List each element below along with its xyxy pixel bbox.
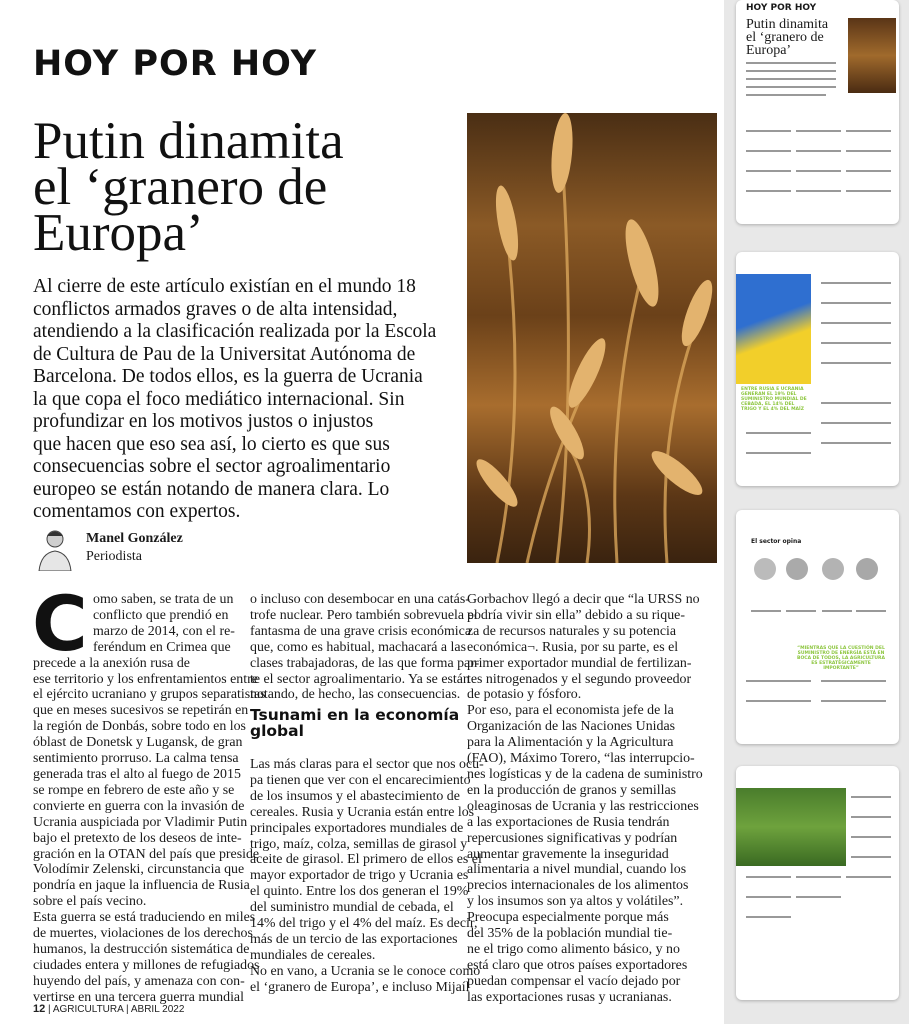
body-line: puedan compensar el vacío dejado por [467, 973, 681, 989]
body-line: oleaginosas de Ucrania y las restricciones [467, 798, 699, 814]
title-line: Putin dinamita [33, 112, 344, 170]
body-line: precios internacionales de los alimentos [467, 878, 689, 894]
body-line: notando, de hecho, las consecuencias. [250, 687, 461, 703]
lead-line: la que copa el foco mediático internacional. Sin [33, 388, 405, 410]
body-line: aumentar gravemente la inseguridad [467, 846, 669, 862]
body-line: el ejército ucraniano y grupos separatistas [33, 687, 266, 703]
body-line: marzo de 2014, con el re- [93, 623, 235, 639]
body-line: de los insumos y el abastecimiento de [250, 788, 460, 804]
thumbnail-page-2[interactable] [736, 252, 899, 486]
thumb-flag-photo [736, 274, 811, 384]
body-line: Por eso, para el economista jefe de la [467, 703, 674, 719]
author-avatar [35, 527, 75, 571]
wheat-photo [467, 113, 717, 563]
section-header: HOY POR HOY [33, 44, 318, 84]
body-line: pa tienen que ver con el encarecimiento [250, 772, 471, 788]
body-line: Ucrania auspiciada por Vladimir Putin [33, 814, 248, 830]
body-line: alimentaria a nivel mundial, cuando los [467, 862, 687, 878]
body-line: el quinto. Entre los dos generan el 19% [250, 884, 469, 900]
body-line: de muertes, violaciones de los derechos [33, 926, 253, 942]
thumb-quote: “MIENTRAS QUE LA CUESTIÓN DEL SUMINISTRO DE ENERGÍA ESTÁ EN BOCA DE TODOS, LA AGRICULTURA ES ESTRATÉGICAMENTE IMPORTANTE” [797, 646, 885, 671]
subheading-line: Tsunami en la economía [250, 706, 460, 724]
body-line: del 35% de la población mundial tie- [467, 926, 673, 942]
lead-line: consecuencias sobre el sector agroalimentario [33, 456, 391, 477]
body-line: (FAO), Máximo Torero, “las interrupcio- [467, 751, 695, 767]
body-line: principales exportadores mundiales de [250, 820, 464, 836]
body-line: vertirse en una tercera guerra mundial [33, 989, 244, 1005]
lead-line: profundizar en los motivos justos o injustos [33, 411, 374, 432]
body-line: ciudades entera y millones de refugiados [33, 957, 260, 973]
lead-line: Barcelona. De todos ellos, es la guerra de Ucrania [33, 366, 423, 387]
body-column-2-top [250, 592, 480, 703]
body-line: económica¬. Rusia, por su parte, es el [467, 639, 679, 655]
body-line: se rompe en febrero de este año y se [33, 782, 235, 798]
drop-cap: C [32, 579, 88, 668]
thumb-expert-avatar [754, 558, 776, 580]
thumbnail-page-1[interactable] [736, 0, 899, 224]
body-line: que, como es habitual, machacará a las [250, 639, 466, 655]
body-line: en la producción de granos y semillas [467, 782, 677, 798]
body-line: de potasio y fósforo. [467, 687, 582, 703]
body-line: gración en la OTAN del país que preside [33, 846, 260, 862]
body-line: Las más claras para el sector que nos ocu- [250, 757, 484, 772]
thumbnail-page-4[interactable] [736, 766, 899, 1000]
author-name: Manel González [86, 531, 183, 546]
body-line: para la Alimentación y la Agricultura [467, 735, 674, 751]
body-line: precede a la anexión rusa de [33, 655, 190, 671]
page-number: 12 [33, 1003, 46, 1015]
body-column-3 [467, 592, 703, 1006]
lead-line: Al cierre de este artículo existían en el mundo 18 [33, 276, 416, 297]
author-role: Periodista [86, 549, 142, 564]
title-line: Europa’ [33, 204, 204, 262]
body-column-2-bottom [250, 757, 484, 996]
wheat-illustration [467, 113, 717, 563]
body-line: mundiales de cereales. [250, 947, 376, 963]
body-line: Volodímir Zelenski, circunstancia que [33, 862, 245, 878]
body-line: cereales. Rusia y Ucrania están entre los [250, 804, 475, 820]
lead-line: conflictos armados graves o de alta intensidad, [33, 298, 398, 320]
body-line: Gorbachov llegó a decir que “la URSS no [467, 592, 700, 607]
thumbnail-page-3[interactable] [736, 510, 899, 744]
magazine-name: AGRICULTURA [52, 1004, 124, 1015]
body-line: del suministro mundial de cebada, el [250, 900, 454, 916]
body-line: repercusiones significativas y podrían [467, 830, 678, 846]
thumb-section-head: El sector opina [751, 538, 802, 545]
body-line: sentimiento prorruso. La calma tensa [33, 751, 239, 767]
body-line: Preocupa especialmente porque más [467, 910, 669, 926]
body-line: tes nitrogenados y el segundo proveedor [467, 671, 692, 687]
body-line: está claro que otros países exportadores [467, 957, 688, 973]
body-line: humanos, la destrucción sistemática de [33, 941, 250, 957]
body-line: mayor exportador de trigo y Ucrania es [250, 868, 469, 884]
body-line: pondría en jaque la influencia de Rusia [33, 878, 250, 894]
thumb-section: HOY POR HOY [746, 3, 817, 13]
page-footer: 12 | AGRICULTURA | ABRIL 2022 [33, 1003, 185, 1015]
body-line: óblast de Donetsk y Lugansk, de gran [33, 735, 243, 751]
article-lead [33, 276, 443, 524]
body-line: omo saben, se trata de un [93, 592, 234, 607]
body-line: huyendo del país, y amenaza con con- [33, 973, 245, 989]
page-thumbnails-panel[interactable] [724, 0, 909, 1024]
body-line: No en vano, a Ucrania se le conoce como [250, 963, 481, 979]
body-line: ne el trigo como alimento básico, y no [467, 941, 680, 957]
body-line: primer exportador mundial de fertilizan- [467, 655, 692, 671]
body-line: podría vivir sin ella” debido a su rique- [467, 607, 685, 623]
thumb-expert-avatar [786, 558, 808, 580]
body-column-1 [33, 592, 266, 1006]
subheading [250, 707, 459, 739]
subheading-line: global [250, 722, 304, 740]
body-line: las exportaciones rusas y ucranianas. [467, 989, 672, 1005]
body-line: feréndum en Crimea que [93, 639, 231, 655]
body-line: ese territorio y los enfrentamientos entre [33, 671, 258, 687]
lead-line: europeo se están notando de manera clara. Lo [33, 478, 390, 500]
thumb-expert-avatar [856, 558, 878, 580]
body-line: fantasma de una grave crisis económica [250, 623, 471, 639]
body-line: y los insumos son ya altos y volátiles”. [467, 894, 684, 910]
lead-line: atendiendo a la clasificación realizada por la Escola [33, 321, 437, 342]
thumb-expert-avatar [822, 558, 844, 580]
thumb-corn-photo [736, 788, 846, 866]
lead-line: comentamos con expertos. [33, 501, 241, 522]
body-line: Organización de las Naciones Unidas [467, 719, 676, 735]
body-line: za de recursos naturales y su potencia [467, 623, 677, 639]
thumb-highlight: ENTRE RUSIA E UCRANIA GENERAN EL 19% DEL SUMINISTRO MUNDIAL DE CEBADA, EL 14% DEL TRIGO Y EL 4% DEL MAÍZ [741, 387, 807, 412]
article-title [33, 112, 453, 262]
body-line: Esta guerra se está traduciendo en miles [33, 910, 256, 926]
body-line: a las exportaciones de Rusia tendrán [467, 814, 670, 830]
body-line: 14% del trigo y el 4% del maíz. Es decir, [250, 916, 478, 932]
body-line: sobre el país vecino. [33, 894, 147, 910]
body-line: te el sector agroalimentario. Ya se están [250, 671, 470, 687]
body-line: la región de Donbás, sobre todo en los [33, 719, 246, 735]
body-line: trigo, maíz, colza, semillas de girasol y [250, 836, 468, 852]
body-line: o incluso con desembocar en una catás- [250, 592, 470, 607]
body-line: que en meses sucesivos se repetirán en [33, 703, 249, 719]
lead-line: que hacen que eso sea así, lo cierto es que sus [33, 433, 390, 455]
body-line: bajo el pretexto de los deseos de inte- [33, 830, 242, 846]
lead-line: de Cultura de Pau de la Universitat Autónoma de [33, 343, 416, 365]
thumb-photo [848, 18, 896, 93]
body-line: trofe nuclear. Pero también sobrevuela el [250, 607, 478, 623]
body-line: el ‘granero de Europa’, e incluso Mijaíl [250, 979, 470, 995]
issue-date: ABRIL 2022 [130, 1004, 185, 1015]
body-line: nes logísticas y de la cadena de suministro [467, 766, 703, 782]
body-line: aceite de girasol. El primero de ellos es el [250, 852, 482, 868]
title-line: el ‘granero de [33, 158, 328, 216]
body-line: clases trabajadoras, de las que forma par- [250, 655, 480, 671]
body-line: generada tras el alto al fuego de 2015 [33, 766, 241, 782]
body-line: conflicto que prendió en [93, 607, 229, 623]
body-line: convierte en guerra con la invasión de [33, 798, 245, 814]
thumb-title: Putin dinamita el ‘granero de Europa’ [746, 17, 829, 58]
body-line: más de un tercio de las exportaciones [250, 931, 458, 947]
